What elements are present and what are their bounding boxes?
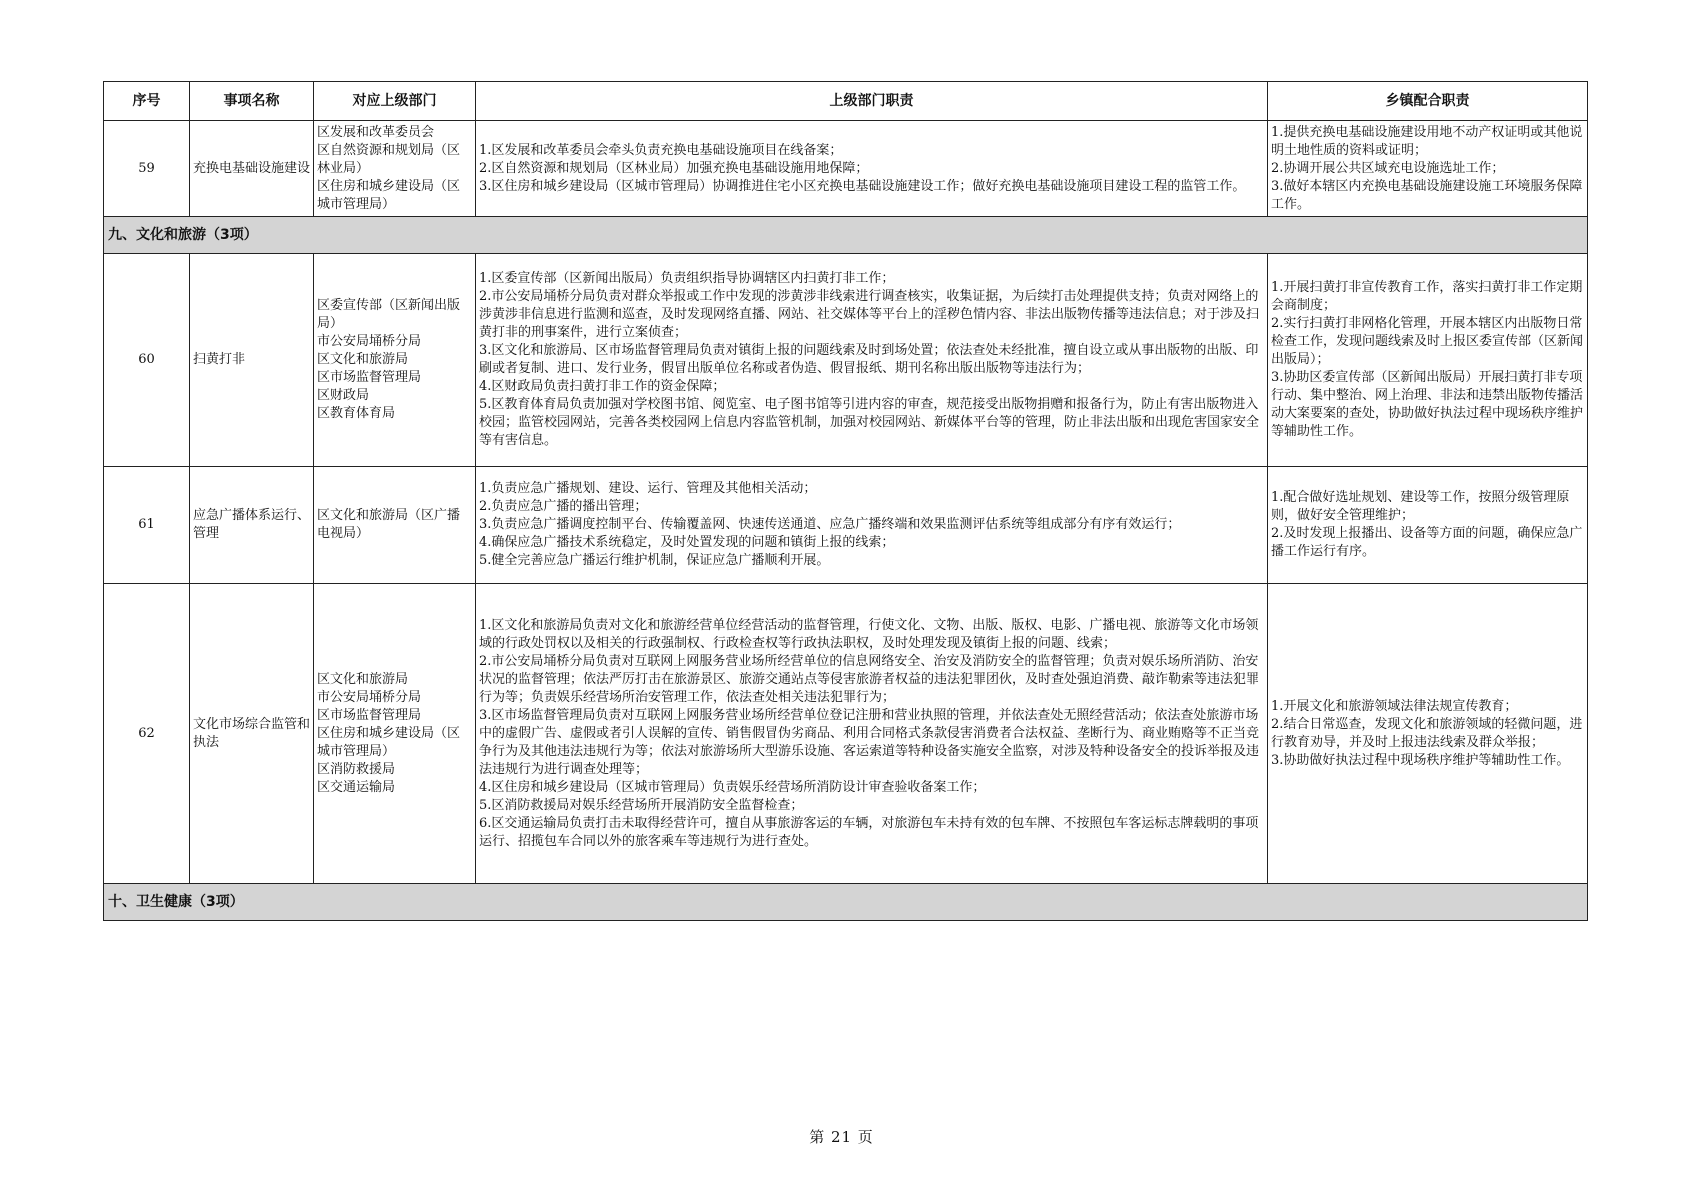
section-row — [104, 884, 1588, 921]
table-body — [104, 121, 1588, 921]
table-header — [104, 82, 1588, 121]
row-town-duty: 1.配合做好选址规划、建设等工作，按照分级管理原则，做好安全管理维护； 2.及时发现上报播出、设备等方面的问题，确保应急广播工作运行有序。 — [1268, 467, 1588, 584]
row-no: 62 — [104, 584, 190, 884]
row-town-duty: 1.开展扫黄打非宣传教育工作，落实扫黄打非工作定期会商制度； 2.实行扫黄打非网格化管理，开展本辖区内出版物日常检查工作，发现问题线索及时上报区委宣传部（区新闻出版局）； 3.协助区委宣传部（区新闻出版局）开展扫黄打非专项行动、集中整治、网上治理、非法和违禁出版物传播活动大案要案的查处，协助做好执法过程中现场秩序维护等辅助性工作。 — [1268, 254, 1588, 467]
row-dept: 区文化和旅游局 市公安局埇桥分局 区市场监督管理局 区住房和城乡建设局（区城市管理局） 区消防救援局 区交通运输局 — [314, 584, 476, 884]
row-dept-duty: 1.区发展和改革委员会牵头负责充换电基础设施项目在线备案； 2.区自然资源和规划局（区林业局）加强充换电基础设施用地保障； 3.区住房和城乡建设局（区城市管理局）协调推进住宅小区充换电基础设施建设工作；做好充换电基础设施项目建设工程的监管工作。 — [476, 121, 1268, 217]
row-no: 61 — [104, 467, 190, 584]
table-row — [104, 467, 1588, 584]
header-dept-duty: 上级部门职责 — [476, 82, 1268, 121]
section-title: 十、卫生健康（3项） — [104, 884, 1588, 921]
table-row — [104, 121, 1588, 217]
header-item-name: 事项名称 — [190, 82, 314, 121]
row-dept-duty: 1.区文化和旅游局负责对文化和旅游经营单位经营活动的监督管理，行使文化、文物、出版、版权、电影、广播电视、旅游等文化市场领域的行政处罚权以及相关的行政强制权、行政检查权等行政执法职权，及时处理发现及镇街上报的问题、线索； 2.市公安局埇桥分局负责对互联网上网服务营业场所经营单位的信息网络安全、治安及消防安全的监督管理；负责对娱乐场所消防、治安状况的监督管理；依法严厉打击在旅游景区、旅游交通站点等侵害旅游者权益的违法犯罪团伙，及时查处强迫消费、敲诈勒索等违法犯罪行为等；负责娱乐经营场所治安管理工作，依法查处相关违法犯罪行为； 3.区市场监督管理局负责对互联网上网服务营业场所经营单位登记注册和营业执照的管理，并依法查处无照经营活动；依法查处旅游市场中的虚假广告、虚假或者引人误解的宣传、销售假冒伪劣商品、利用合同格式条款侵害消费者合法权益、垄断行为、商业贿赂等不正当竞争行为及其他违法违规行为等；依法对旅游场所大型游乐设施、客运索道等特种设备实施安全监察，对涉及特种设备安全的投诉举报及违法违规行为进行调查处理等； 4.区住房和城乡建设局（区城市管理局）负责娱乐经营场所消防设计审查验收备案工作； 5.区消防救援局对娱乐经营场所开展消防安全监督检查； 6.区交通运输局负责打击未取得经营许可，擅自从事旅游客运的车辆，对旅游包车未持有效的包车牌、不按照包车客运标志牌载明的事项运行、招揽包车合同以外的旅客乘车等违规行为进行查处。 — [476, 584, 1268, 884]
row-dept: 区文化和旅游局（区广播电视局） — [314, 467, 476, 584]
row-dept: 区委宣传部（区新闻出版局） 市公安局埇桥分局 区文化和旅游局 区市场监督管理局 区财政局 区教育体育局 — [314, 254, 476, 467]
row-item-name: 应急广播体系运行、管理 — [190, 467, 314, 584]
row-dept-duty: 1.区委宣传部（区新闻出版局）负责组织指导协调辖区内扫黄打非工作； 2.市公安局埇桥分局负责对群众举报或工作中发现的涉黄涉非线索进行调查核实，收集证据，为后续打击处理提供支持；负责对网络上的涉黄涉非信息进行监测和巡查，及时发现网络直播、网站、社交媒体等平台上的淫秽色情内容、非法出版物传播等违法信息；对于涉及扫黄打非的刑事案件，进行立案侦查； 3.区文化和旅游局、区市场监督管理局负责对镇街上报的问题线索及时到场处置；依法查处未经批准，擅自设立或从事出版物的出版、印刷或者复制、进口、发行业务，假冒出版单位名称或者伪造、假冒报纸、期刊名称出版出版物等违法行为； 4.区财政局负责扫黄打非工作的资金保障； 5.区教育体育局负责加强对学校图书馆、阅览室、电子图书馆等引进内容的审查，规范接受出版物捐赠和报备行为，防止有害出版物进入校园；监管校园网站，完善各类校园网上信息内容监管机制，加强对校园网站、新媒体平台等的管理，防止非法出版和出现危害国家安全等有害信息。 — [476, 254, 1268, 467]
row-item-name: 扫黄打非 — [190, 254, 314, 467]
row-town-duty: 1.提供充换电基础设施建设用地不动产权证明或其他说明土地性质的资料或证明； 2.协调开展公共区域充电设施选址工作； 3.做好本辖区内充换电基础设施建设施工环境服务保障工作。 — [1268, 121, 1588, 217]
row-no: 59 — [104, 121, 190, 217]
row-item-name: 充换电基础设施建设 — [190, 121, 314, 217]
table-row — [104, 584, 1588, 884]
row-town-duty: 1.开展文化和旅游领域法律法规宣传教育； 2.结合日常巡查，发现文化和旅游领域的轻微问题，进行教育劝导，并及时上报违法线索及群众举报； 3.协助做好执法过程中现场秩序维护等辅助性工作。 — [1268, 584, 1588, 884]
header-town-duty: 乡镇配合职责 — [1268, 82, 1588, 121]
header-row — [104, 82, 1588, 121]
header-dept: 对应上级部门 — [314, 82, 476, 121]
row-no: 60 — [104, 254, 190, 467]
row-item-name: 文化市场综合监管和执法 — [190, 584, 314, 884]
header-no: 序号 — [104, 82, 190, 121]
page-number: 第 21 页 — [809, 1128, 874, 1146]
row-dept: 区发展和改革委员会 区自然资源和规划局（区林业局） 区住房和城乡建设局（区城市管理局） — [314, 121, 476, 217]
section-row — [104, 217, 1588, 254]
section-title: 九、文化和旅游（3项） — [104, 217, 1588, 254]
table-row — [104, 254, 1588, 467]
row-dept-duty: 1.负责应急广播规划、建设、运行、管理及其他相关活动； 2.负责应急广播的播出管理； 3.负责应急广播调度控制平台、传输覆盖网、快速传送通道、应急广播终端和效果监测评估系统等组成部分有序有效运行； 4.确保应急广播技术系统稳定，及时处置发现的问题和镇街上报的线索； 5.健全完善应急广播运行维护机制，保证应急广播顺利开展。 — [476, 467, 1268, 584]
duty-table — [103, 81, 1588, 921]
